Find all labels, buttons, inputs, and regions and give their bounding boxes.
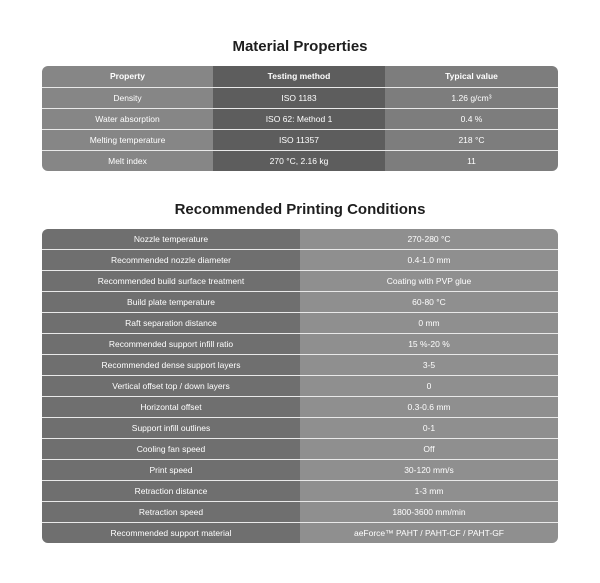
printing-conditions-table [42,229,558,543]
table-row [42,397,558,418]
condition-name-cell: Retraction distance [42,481,300,502]
table-row [42,502,558,523]
table-row [42,271,558,292]
property-cell: Density [42,88,213,109]
condition-name-cell: Recommended dense support layers [42,355,300,376]
typical-value-cell: 11 [385,151,558,171]
table-header-row [42,66,558,88]
table-row [42,355,558,376]
condition-value-cell: 0.3-0.6 mm [300,397,558,418]
condition-name-cell: Cooling fan speed [42,439,300,460]
condition-name-cell: Recommended support infill ratio [42,334,300,355]
typical-value-cell: 1.26 g/cm³ [385,88,558,109]
table-row [42,439,558,460]
property-cell: Melting temperature [42,130,213,151]
condition-value-cell: 30-120 mm/s [300,460,558,481]
condition-value-cell: 3-5 [300,355,558,376]
table-row [42,130,558,151]
testing-method-cell: 270 °C, 2.16 kg [213,151,385,171]
typical-value-cell: 218 °C [385,130,558,151]
testing-method-cell: ISO 11357 [213,130,385,151]
condition-value-cell: 270-280 °C [300,229,558,250]
table-row [42,88,558,109]
condition-value-cell: 0.4-1.0 mm [300,250,558,271]
table-row [42,460,558,481]
condition-value-cell: 15 %-20 % [300,334,558,355]
material-properties-table [42,66,558,171]
condition-value-cell: 1800-3600 mm/min [300,502,558,523]
condition-name-cell: Print speed [42,460,300,481]
table-row [42,250,558,271]
table-row [42,334,558,355]
table-row [42,292,558,313]
condition-name-cell: Recommended support material [42,523,300,543]
table-row [42,151,558,171]
table-row [42,376,558,397]
condition-value-cell: 0 [300,376,558,397]
condition-value-cell: 0-1 [300,418,558,439]
header-testing-method: Testing method [213,66,385,88]
testing-method-cell: ISO 62: Method 1 [213,109,385,130]
typical-value-cell: 0.4 % [385,109,558,130]
condition-name-cell: Build plate temperature [42,292,300,313]
header-typical-value: Typical value [385,66,558,88]
condition-value-cell: 0 mm [300,313,558,334]
condition-value-cell: aeForce™ PAHT / PAHT-CF / PAHT-GF [300,523,558,543]
condition-value-cell: Coating with PVP glue [300,271,558,292]
printing-conditions-title: Recommended Printing Conditions [174,201,426,218]
table-row [42,481,558,502]
table-row [42,229,558,250]
table-row [42,313,558,334]
condition-value-cell: 1-3 mm [300,481,558,502]
testing-method-cell: ISO 1183 [213,88,385,109]
condition-name-cell: Retraction speed [42,502,300,523]
condition-name-cell: Raft separation distance [42,313,300,334]
condition-name-cell: Vertical offset top / down layers [42,376,300,397]
table-row [42,109,558,130]
property-cell: Melt index [42,151,213,171]
condition-name-cell: Recommended build surface treatment [42,271,300,292]
condition-value-cell: 60-80 °C [300,292,558,313]
condition-value-cell: Off [300,439,558,460]
material-properties-title: Material Properties [232,38,368,55]
property-cell: Water absorption [42,109,213,130]
condition-name-cell: Nozzle temperature [42,229,300,250]
table-row [42,523,558,543]
condition-name-cell: Recommended nozzle diameter [42,250,300,271]
condition-name-cell: Support infill outlines [42,418,300,439]
table-row [42,418,558,439]
condition-name-cell: Horizontal offset [42,397,300,418]
header-property: Property [42,66,213,88]
